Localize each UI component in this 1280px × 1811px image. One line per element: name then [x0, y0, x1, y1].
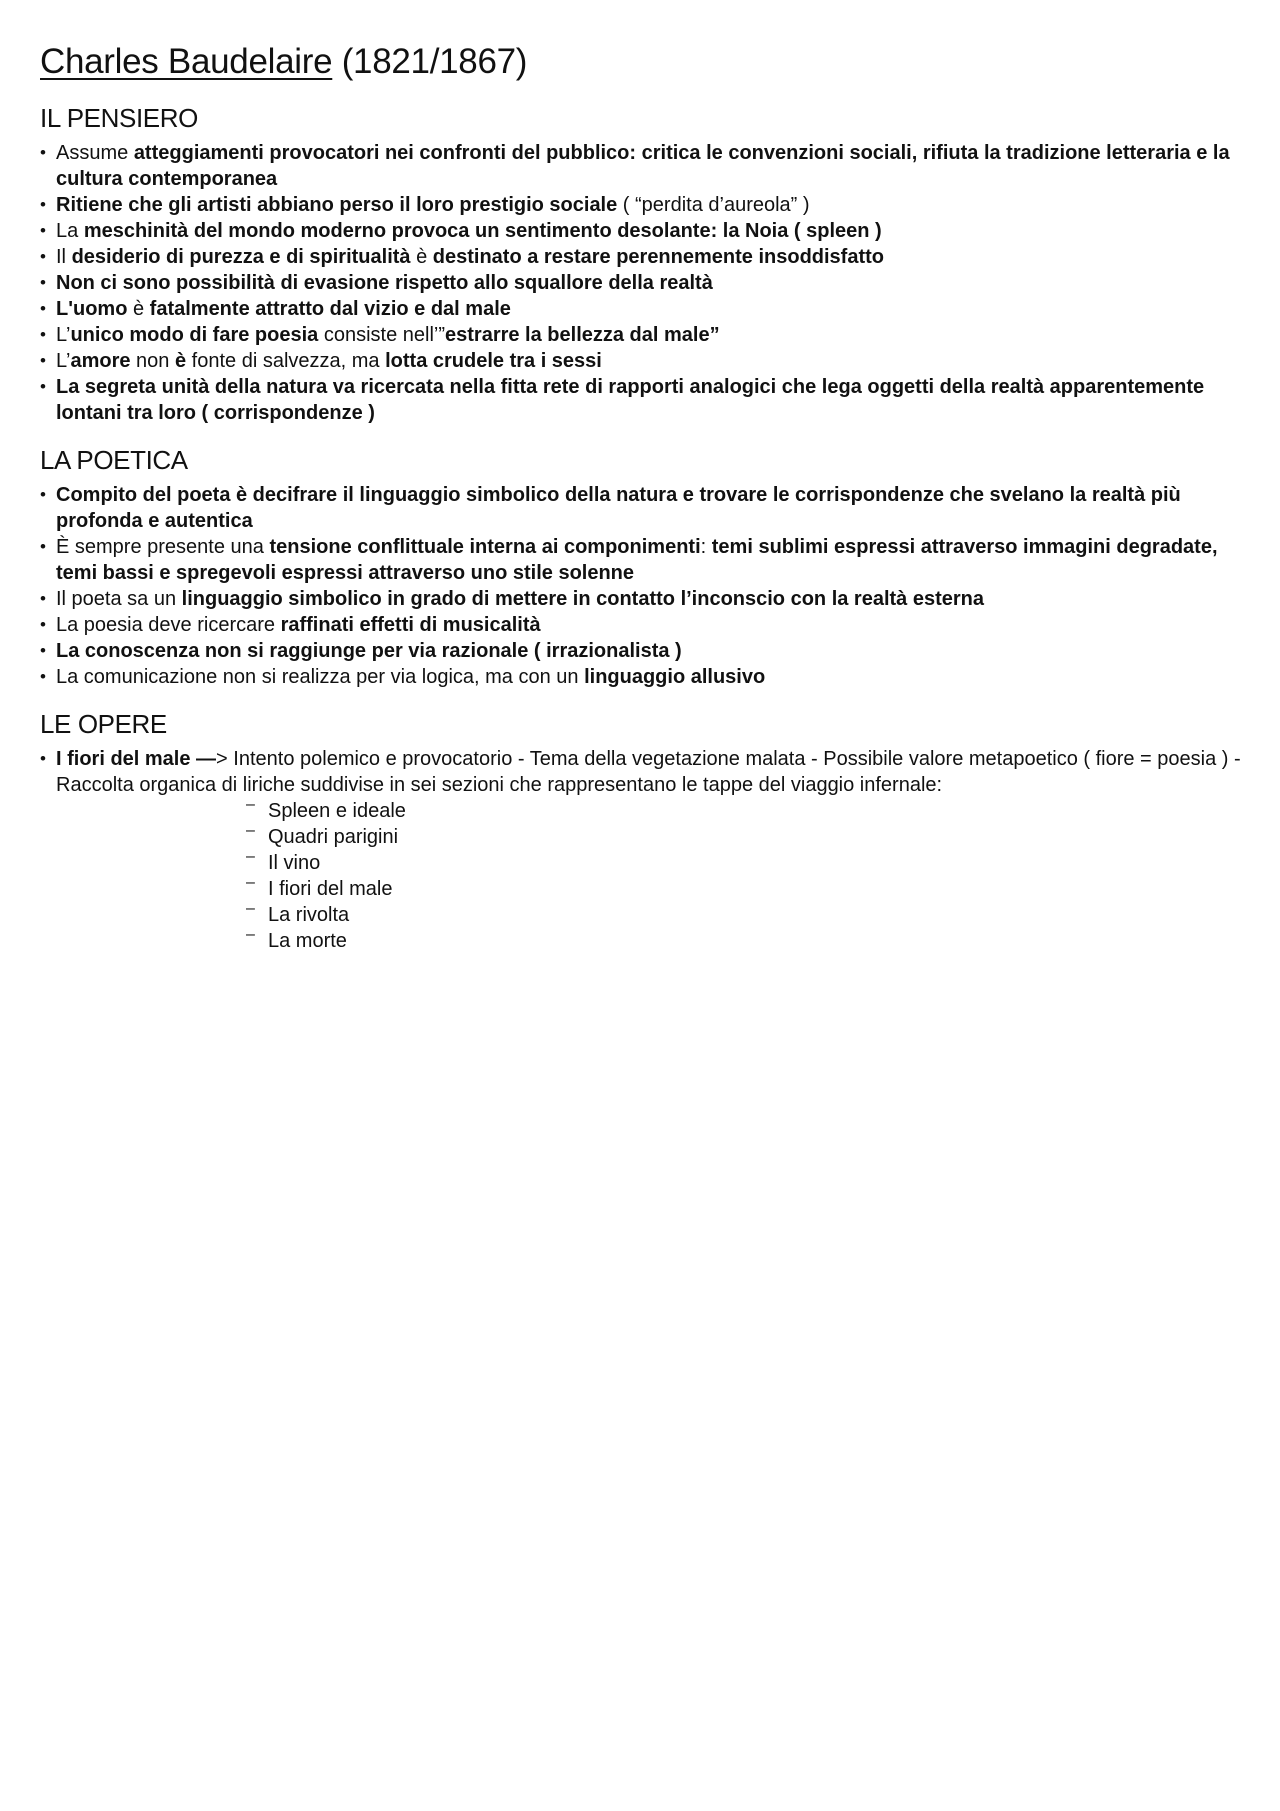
list-item-text: atteggiamenti provocatori nei confronti del pubblico: critica le convenzioni sociali, rifiuta la tradizione letteraria e la cultura contemporanea — [56, 142, 1230, 190]
list-item-text: L'uomo — [56, 298, 128, 320]
section-item: – Il vino — [246, 850, 1250, 876]
list-item-text: è — [174, 350, 187, 372]
list-item-text: L’ — [56, 350, 71, 372]
list-item-text: Il poeta sa un — [56, 588, 182, 610]
list-item-text: Compito del poeta è decifrare il linguaggio simbolico della natura e trovare le corrispondenze che svelano la realtà più profonda e autentica — [56, 484, 1181, 532]
list-item-text: destinato a restare perennemente insoddisfatto — [432, 246, 885, 268]
list-item — [40, 612, 1250, 638]
list-item-text: È sempre presente una — [56, 536, 270, 558]
opere-list — [40, 746, 1250, 798]
author-name: Charles Baudelaire — [40, 42, 333, 81]
list-item-text: Assume — [56, 142, 134, 164]
list-item — [40, 244, 1250, 270]
section-heading-opere: LE OPERE — [40, 709, 167, 739]
list-item-text: — — [190, 748, 217, 770]
list-item — [40, 586, 1250, 612]
list-item-text: La conoscenza non si raggiunge per via razionale ( irrazionalista ) — [56, 640, 682, 662]
list-item-text: L’ — [56, 324, 71, 346]
list-item-text: : — [700, 536, 712, 558]
list-item — [40, 534, 1250, 586]
list-item-text: lotta crudele tra i sessi — [385, 350, 602, 372]
list-item-text: ( “perdita d’aureola” ) — [617, 194, 810, 216]
list-item-text: Il — [56, 246, 72, 268]
list-item — [40, 374, 1250, 426]
list-item — [40, 140, 1250, 192]
section-item: – La morte — [246, 928, 1250, 954]
section-heading-poetica: LA POETICA — [40, 445, 188, 475]
section-item: – Spleen e ideale — [246, 798, 1250, 824]
list-item-text: tensione conflittuale interna ai componimenti — [269, 536, 701, 558]
author-dates: (1821/1867) — [332, 42, 528, 81]
list-item-text: La poesia deve ricercare — [56, 614, 281, 636]
opere-sections-list — [40, 798, 1250, 954]
section-heading-pensiero: IL PENSIERO — [40, 103, 198, 133]
list-item — [40, 664, 1250, 690]
list-item-text: non — [130, 350, 175, 372]
list-item-text: I fiori del male — [56, 748, 191, 770]
list-item — [40, 218, 1250, 244]
section-item: – I fiori del male — [246, 876, 1250, 902]
section-item: – La rivolta — [246, 902, 1250, 928]
list-item-text: meschinità del mondo moderno provoca un sentimento desolante: la Noia ( spleen ) — [83, 220, 882, 242]
list-item-text: La comunicazione non si realizza per via logica, ma con un — [56, 666, 585, 688]
list-item-text: è — [410, 246, 433, 268]
list-item — [40, 322, 1250, 348]
list-item — [40, 270, 1250, 296]
list-item-text: raffinati effetti di musicalità — [280, 614, 541, 636]
document-page — [40, 40, 1250, 954]
section-item: – Quadri parigini — [246, 824, 1250, 850]
list-item-text: linguaggio simbolico in grado di mettere in contatto l’inconscio con la realtà esterna — [181, 588, 985, 610]
poetica-list — [40, 482, 1250, 690]
list-item-text: fatalmente attratto dal vizio e dal male — [149, 298, 511, 320]
list-item-text: desiderio di purezza e di spiritualità — [71, 246, 411, 268]
list-item — [40, 296, 1250, 322]
list-item — [40, 192, 1250, 218]
list-item-text: La — [56, 220, 84, 242]
list-item-text: temi sublimi espressi attraverso immagini degradate, temi bassi e spregevoli espressi attraverso uno stile solenne — [56, 536, 1218, 584]
list-item-text: fonte di salvezza, ma — [186, 350, 386, 372]
page-title — [40, 40, 1250, 84]
list-item — [40, 746, 1250, 798]
list-item-text: unico modo di fare poesia — [70, 324, 319, 346]
list-item-text: > Intento polemico e provocatorio - Tema della vegetazione malata - Possibile valore metapoetico ( fiore = poesia ) - Raccolta organica di liriche suddivise in sei sezioni che rappresentano le tappe del viaggio infernale: — [56, 748, 1241, 796]
list-item-text: Non ci sono possibilità di evasione rispetto allo squallore della realtà — [56, 272, 713, 294]
list-item-text: estrarre la bellezza dal male” — [445, 324, 720, 346]
list-item-text: consiste nell’” — [318, 324, 445, 346]
list-item — [40, 482, 1250, 534]
list-item-text: La segreta unità della natura va ricercata nella fitta rete di rapporti analogici che lega oggetti della realtà apparentemente lontani tra loro ( corrispondenze ) — [56, 376, 1205, 424]
pensiero-list — [40, 140, 1250, 426]
list-item — [40, 348, 1250, 374]
list-item-text: Ritiene che gli artisti abbiano perso il loro prestigio sociale — [56, 194, 618, 216]
list-item-text: amore — [70, 350, 131, 372]
list-item-text: è — [127, 298, 150, 320]
list-item — [40, 638, 1250, 664]
list-item-text: linguaggio allusivo — [584, 666, 766, 688]
